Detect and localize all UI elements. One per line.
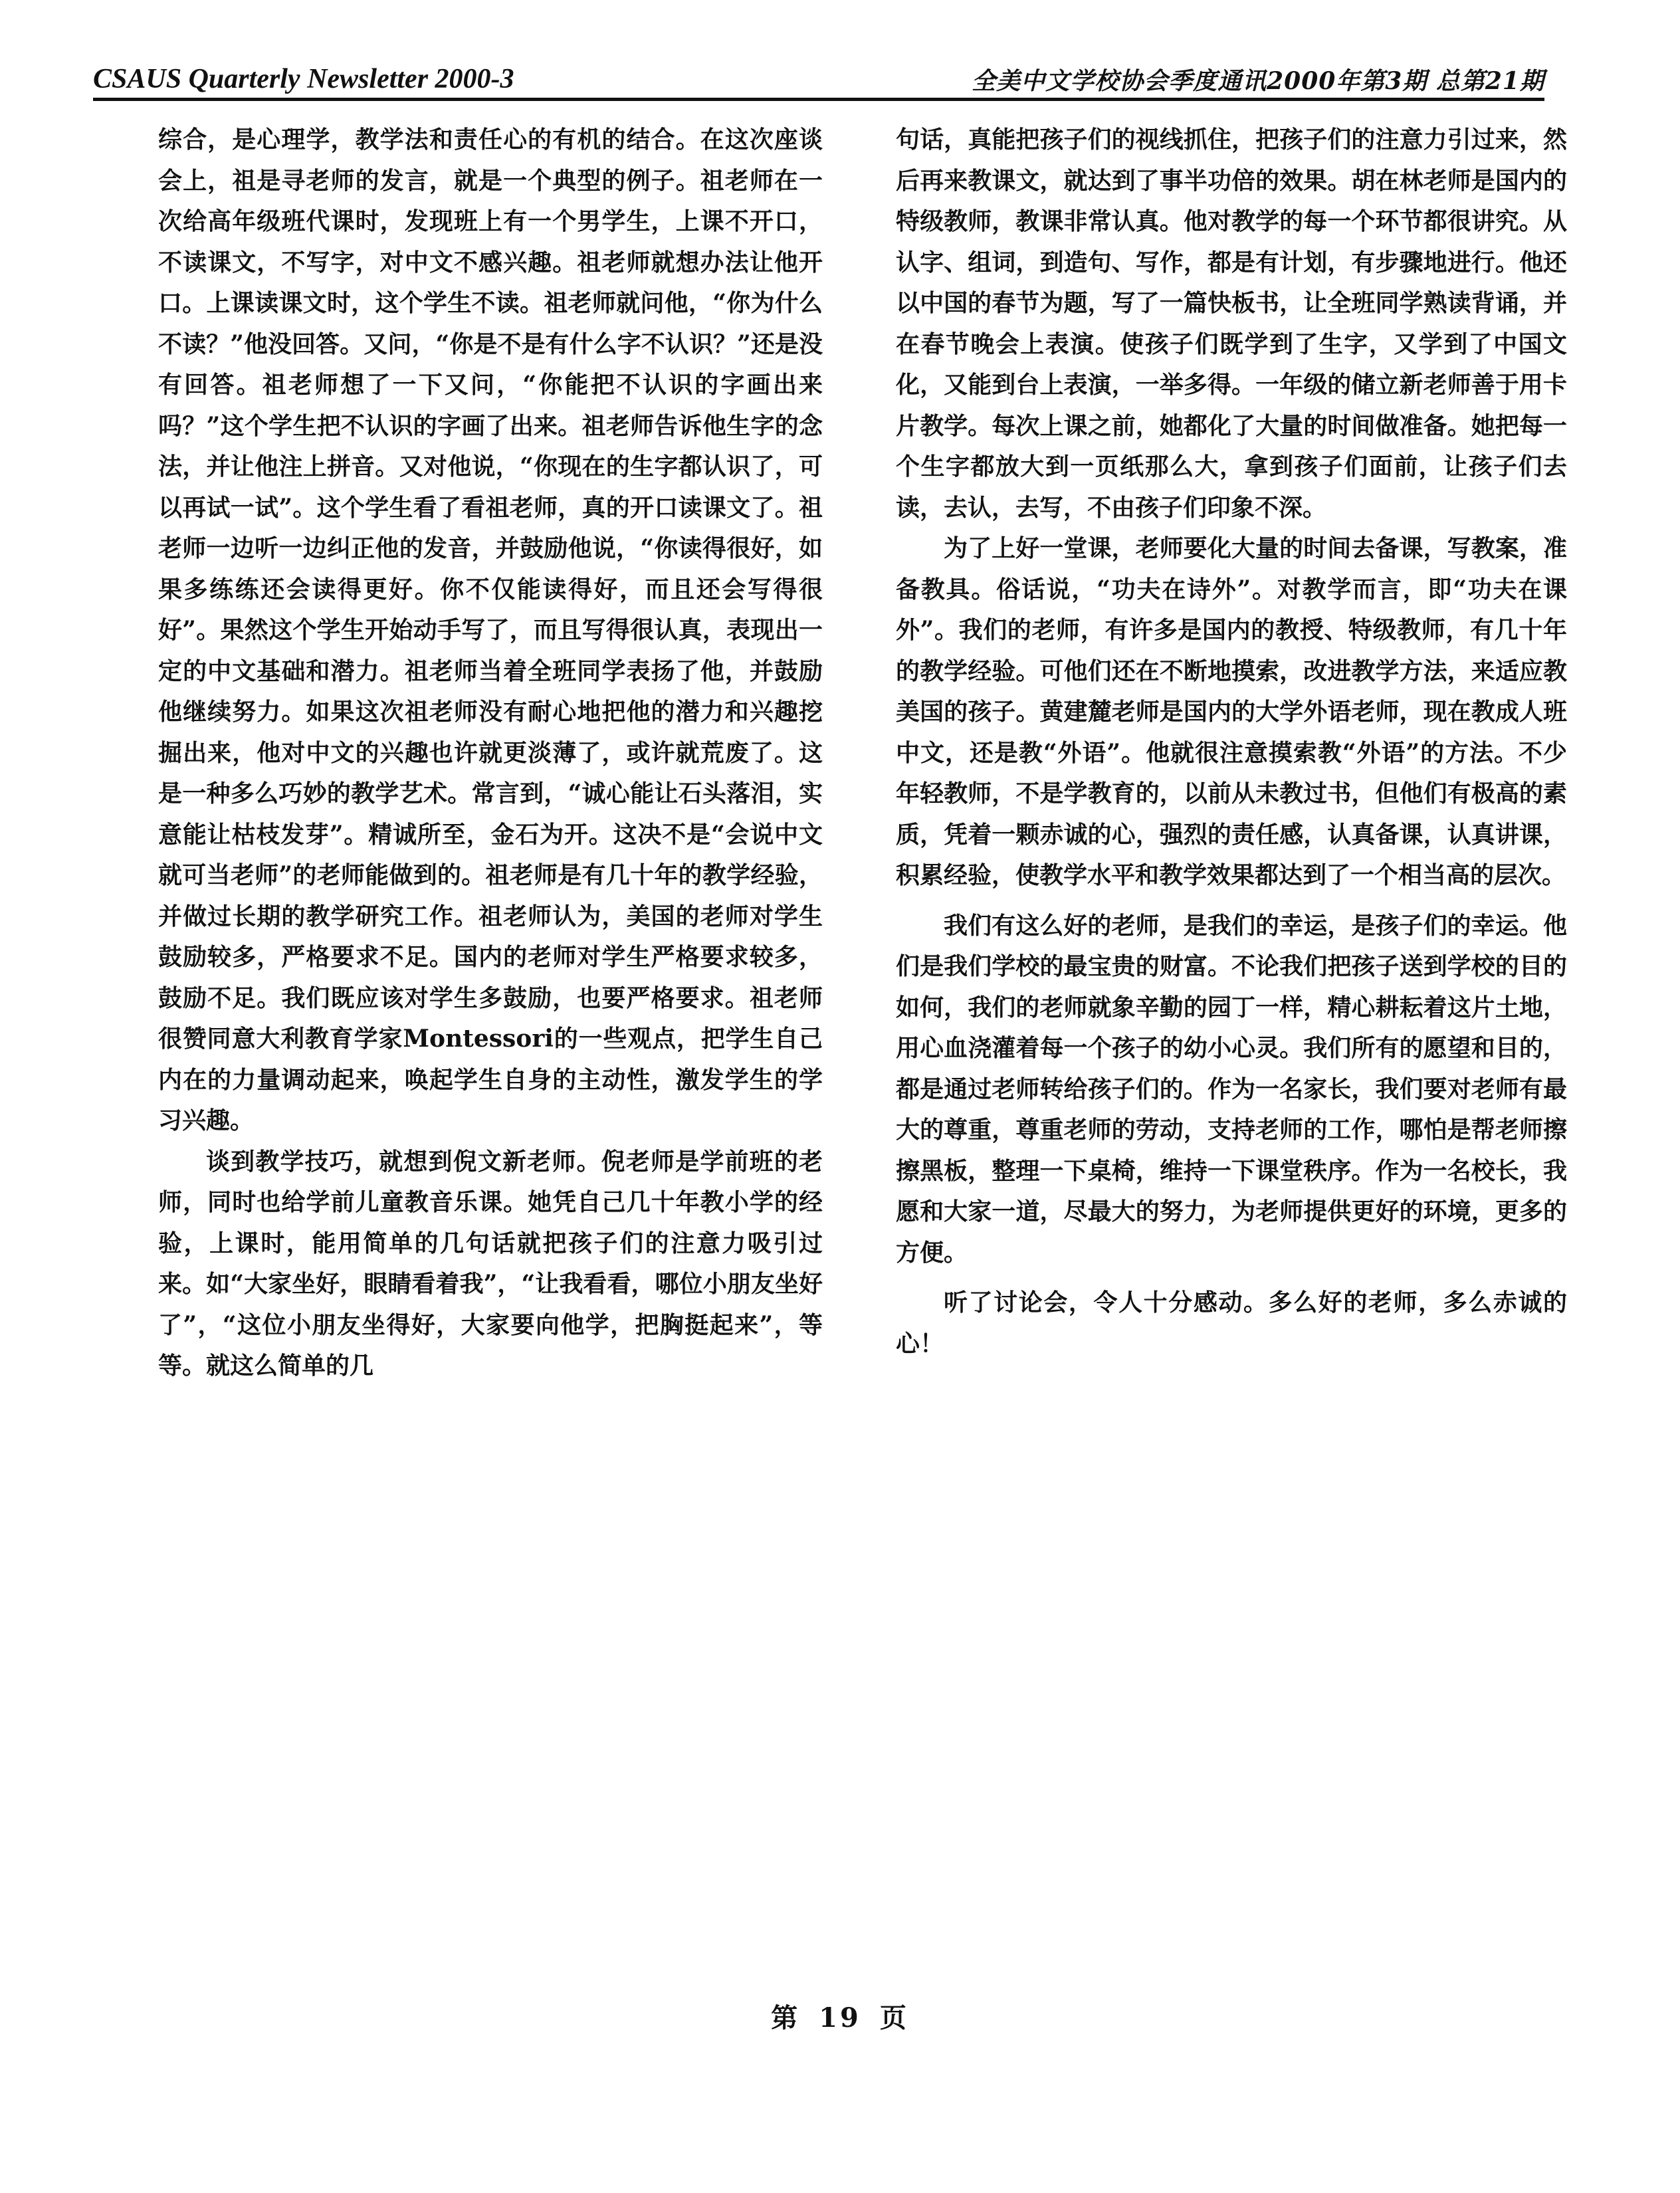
page-number xyxy=(0,1997,1680,2035)
paragraph: 综合，是心理学，教学法和责任心的有机的结合。在这次座谈会上，祖是寻老师的发言，就是一个典型的例子。祖老师在一次给高年级班代课时，发现班上有一个男学生，上课不开口，不读课文，不写字，对中文不感兴趣。祖老师就想办法让他开口。上课读课文时，这个学生不读。祖老师就问他，“你为什么不读？”他没回答。又问，“你是不是有什么字不认识？”还是没有回答。祖老师想了一下又问，“你能把不认识的字画出来吗？”这个学生把不认识的字画了出来。祖老师告诉他生字的念法，并让他注上拼音。又对他说，“你现在的生字都认识了，可以再试一试”。这个学生看了看祖老师，真的开口读课文了。祖老师一边听一边纠正他的发音，并鼓励他说，“你读得很好，如果多练练还会读得更好。你不仅能读得好，而且还会写得很好”。果然这个学生开始动手写了，而且写得很认真，表现出一定的中文基础和潜力。祖老师当着全班同学表扬了他，并鼓励他继续努力。如果这次祖老师没有耐心地把他的潜力和兴趣挖掘出来，他对中文的兴趣也许就更淡薄了，或许就荒废了。这是一种多么巧妙的教学艺术。常言到，“诚心能让石头落泪，实意能让枯枝发芽”。精诚所至，金石为开。这决不是“会说中文就可当老师”的老师能做到的。祖老师是有几十年的教学经验，并做过长期的教学研究工作。祖老师认为，美国的老师对学生鼓励较多，严格要求不足。国内的老师对学生严格要求较多，鼓励不足。我们既应该对学生多鼓励，也要严格要求。祖老师很赞同意大利教育学家Montessori的一些观点，把学生自己内在的力量调动起来，唤起学生自身的主动性，激发学生的学习兴趣。 xyxy=(158,126,823,1134)
header-rule xyxy=(93,98,1544,101)
paragraph: 句话，真能把孩子们的视线抓住，把孩子们的注意力引过来，然后再来教课文，就达到了事半功倍的效果。胡在林老师是国内的特级教师，教课非常认真。他对教学的每一个环节都很讲究。从认字、组词，到造句、写作，都是有计划，有步骤地进行。他还以中国的春节为题，写了一篇快板书，让全班同学熟读背诵，并在春节晚会上表演。使孩子们既学到了生字，又学到了中国文化，又能到台上表演，一举多得。一年级的储立新老师善于用卡片教学。每次上课之前，她都化了大量的时间做准备。她把每一个生字都放大到一页纸那么大，拿到孩子们面前，让孩子们去读，去认，去写，不由孩子们印象不深。 xyxy=(896,126,1567,522)
paragraph: 我们有这么好的老师，是我们的幸运，是孩子们的幸运。他们是我们学校的最宝贵的财富。不论我们把孩子送到学校的目的如何，我们的老师就象辛勤的园丁一样，精心耕耘着这片土地，用心血浇灌着每一个孩子的幼小心灵。我们所有的愿望和目的，都是通过老师转给孩子们的。作为一名家长，我们要对老师有最大的尊重，尊重老师的劳动，支持老师的工作，哪怕是帮老师擦擦黑板，整理一下桌椅，维持一下课堂秩序。作为一名校长，我愿和大家一道，尽最大的努力，为老师提供更好的环境，更多的方便。 xyxy=(896,911,1567,1267)
right-column xyxy=(896,120,1567,1364)
newsletter-title-en: CSAUS Quarterly Newsletter 2000-3 xyxy=(93,64,514,94)
paragraph: 谈到教学技巧，就想到倪文新老师。倪老师是学前班的老师，同时也给学前儿童教音乐课。她凭自己几十年教小学的经验，上课时，能用简单的几句话就把孩子们的注意力吸引过来。如“大家坐好，眼睛看着我”，“让我看看，哪位小朋友坐好了”，“这位小朋友坐得好，大家要向他学，把胸挺起来”，等等。就这么简单的几 xyxy=(158,1147,823,1380)
page-number-value: 19 xyxy=(819,2002,861,2034)
page-number-prefix: 第 xyxy=(771,2002,801,2034)
running-header xyxy=(93,54,1544,101)
paragraph: 听了讨论会，令人十分感动。多么好的老师，多么赤诚的心！ xyxy=(896,1289,1567,1358)
newsletter-title-zh: 全美中文学校协会季度通讯2000年第3期 总第21期 xyxy=(972,67,1544,95)
left-column xyxy=(158,120,823,1387)
page-number-suffix: 页 xyxy=(879,2002,909,2034)
paragraph: 为了上好一堂课，老师要化大量的时间去备课，写教案，准备教具。俗话说，“功夫在诗外”。对教学而言，即“功夫在课外”。我们的老师，有许多是国内的教授、特级教师，有几十年的教学经验。可他们还在不断地摸索，改进教学方法，来适应教美国的孩子。黄建麓老师是国内的大学外语老师，现在教成人班中文，还是教“外语”。他就很注意摸索教“外语”的方法。不少年轻教师，不是学教育的，以前从未教过书，但他们有极高的素质，凭着一颗赤诚的心，强烈的责任感，认真备课，认真讲课，积累经验，使教学水平和教学效果都达到了一个相当高的层次。 xyxy=(896,534,1567,889)
